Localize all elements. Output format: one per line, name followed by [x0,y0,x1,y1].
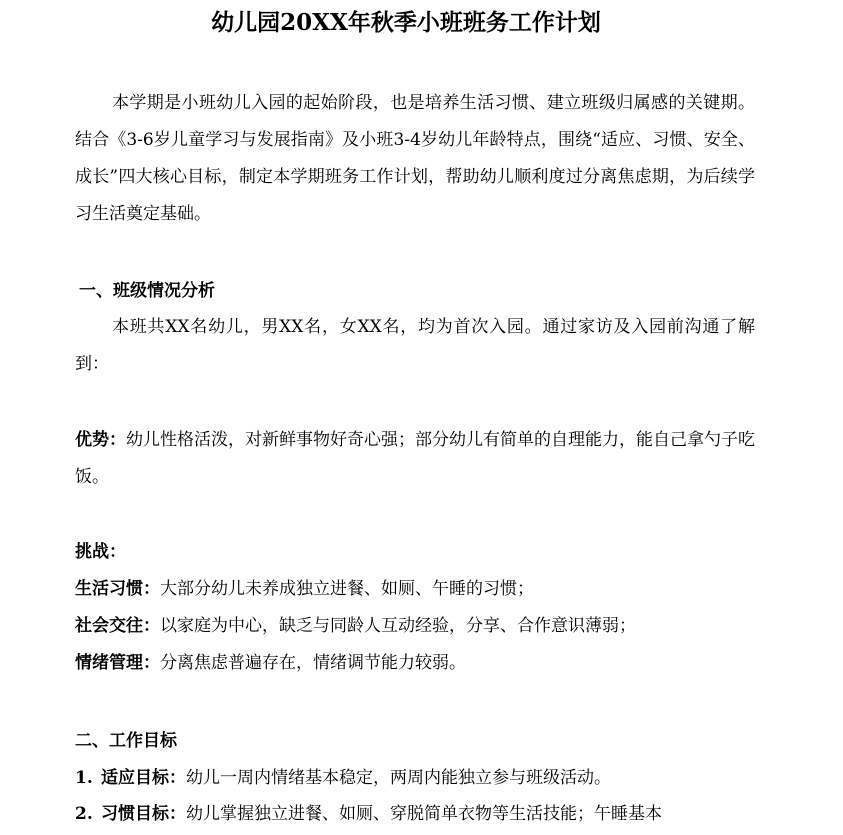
challenge-item-label: 情绪管理： [75,653,160,673]
advantage-text: 幼儿性格活泼，对新鲜事物好奇心强；部分幼儿有简单的自理能力，能自己拿勺子吃饭。 [75,430,755,487]
section-heading-work-goals: 二、工作目标 [75,731,177,751]
advantage-line [75,422,755,496]
document-title: 幼儿园20XX年秋季小班班务工作计划 [211,9,601,36]
challenge-item [75,608,755,645]
challenge-item-label: 生活习惯： [75,579,160,599]
challenge-item-text: 以家庭为中心，缺乏与同龄人互动经验，分享、合作意识薄弱； [160,616,636,636]
intro-paragraph: 本学期是小班幼儿入园的起始阶段，也是培养生活习惯、建立班级归属感的关键期。结合《3-6岁儿童学习与发展指南》及小班3-4岁幼儿年龄特点，围绕“适应、习惯、安全、成长”四大核心目标，制定本学期班务工作计划，帮助幼儿顺利度过分离焦虑期，为后续学习生活奠定基础。 [75,93,755,224]
goal-text: 幼儿一周内情绪基本稳定，两周内能独立参与班级活动。 [186,768,611,788]
goal-number: 1. [75,768,93,788]
goal-label: 适应目标： [101,768,186,788]
goal-number: 2. [75,804,93,824]
goal-item [75,796,755,833]
goal-item [75,760,755,797]
section-heading-class-analysis: 一、班级情况分析 [79,281,215,301]
challenge-item-text: 大部分幼儿未养成独立进餐、如厕、午睡的习惯； [160,579,534,599]
challenge-item-text: 分离焦虑普遍存在，情绪调节能力较弱。 [160,653,466,673]
challenge-item-label: 社会交往： [75,616,160,636]
challenge-item [75,571,755,608]
goal-label: 习惯目标： [101,804,186,824]
goal-text: 幼儿掌握独立进餐、如厕、穿脱简单衣物等生活技能；午睡基本 [186,804,662,824]
challenge-label: 挑战： [75,542,126,562]
class-analysis-paragraph: 本班共XX名幼儿，男XX名，女XX名，均为首次入园。通过家访及入园前沟通了解到： [75,317,755,374]
advantage-label: 优势： [75,430,126,450]
challenge-item [75,645,755,682]
